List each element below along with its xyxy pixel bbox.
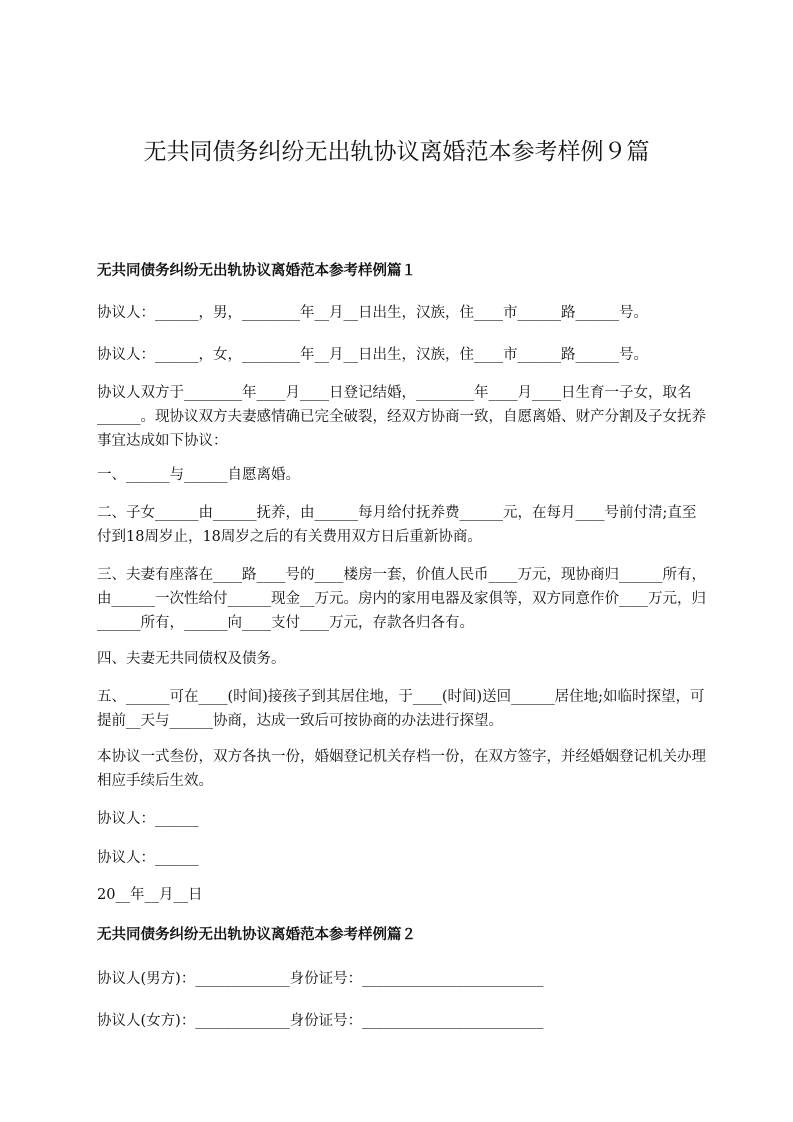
paragraph-male-id: 协议人(男方)：_____________身份证号：_________________________ [97,971,544,987]
paragraph-marriage-info: 协议人双方于________年____月____日登记结婚，________年____月____日生育一子女，取名______。现协议双方夫妻感情确已完全破裂，经双方协商一致，自愿离婚、财产分割及子女抚养事宜达成如下协议： [97,385,706,449]
paragraph-clause-4: 四、夫妻无共同债权及债务。 [97,651,286,667]
signature-line-1: 协议人：______ [97,811,199,827]
paragraph-clause-3: 三、夫妻有座落在____路____号的____楼房一套，价值人民币____万元，现协商归______所有，由______一次性给付______现金__万元。房内的家用电器及家俱等，双方同意作价____万元，归______所有，______向____支付____万元，存款各归各有。 [97,567,706,631]
section-1-heading: 无共同债务纠纷无出轨协议离婚范本参考样例篇１ [97,262,416,279]
paragraph-party-male: 协议人：______，男，________年__月__日出生，汉族，住____市______路______号。 [97,305,648,321]
signature-line-2: 协议人：______ [97,850,199,866]
paragraph-party-female: 协议人：______，女，________年__月__日出生，汉族，住____市______路______号。 [97,347,648,363]
paragraph-female-id: 协议人(女方)：_____________身份证号：_________________________ [97,1013,544,1029]
section-2-heading: 无共同债务纠纷无出轨协议离婚范本参考样例篇２ [97,926,416,943]
paragraph-clause-2: 二、子女______由______抚养，由______每月给付抚养费______元，在每月____号前付清;直至付到18周岁止，18周岁之后的有关费用双方日后重新协商。 [97,505,697,545]
document-title: 无共同债务纠纷无出轨协议离婚范本参考样例９篇 [143,139,650,165]
date-line: 20__年__月__日 [97,887,203,903]
paragraph-effect-clause: 本协议一式叁份，双方各执一份，婚姻登记机关存档一份，在双方签字，并经婚姻登记机关办理相应手续后生效。 [97,749,706,789]
paragraph-clause-1: 一、______与______自愿离婚。 [97,467,300,483]
paragraph-clause-5: 五、______可在____(时间)接孩子到其居住地，于____(时间)送回______居住地;如临时探望，可提前__天与______协商，达成一致后可按协商的办法进行探望。 [97,689,705,729]
